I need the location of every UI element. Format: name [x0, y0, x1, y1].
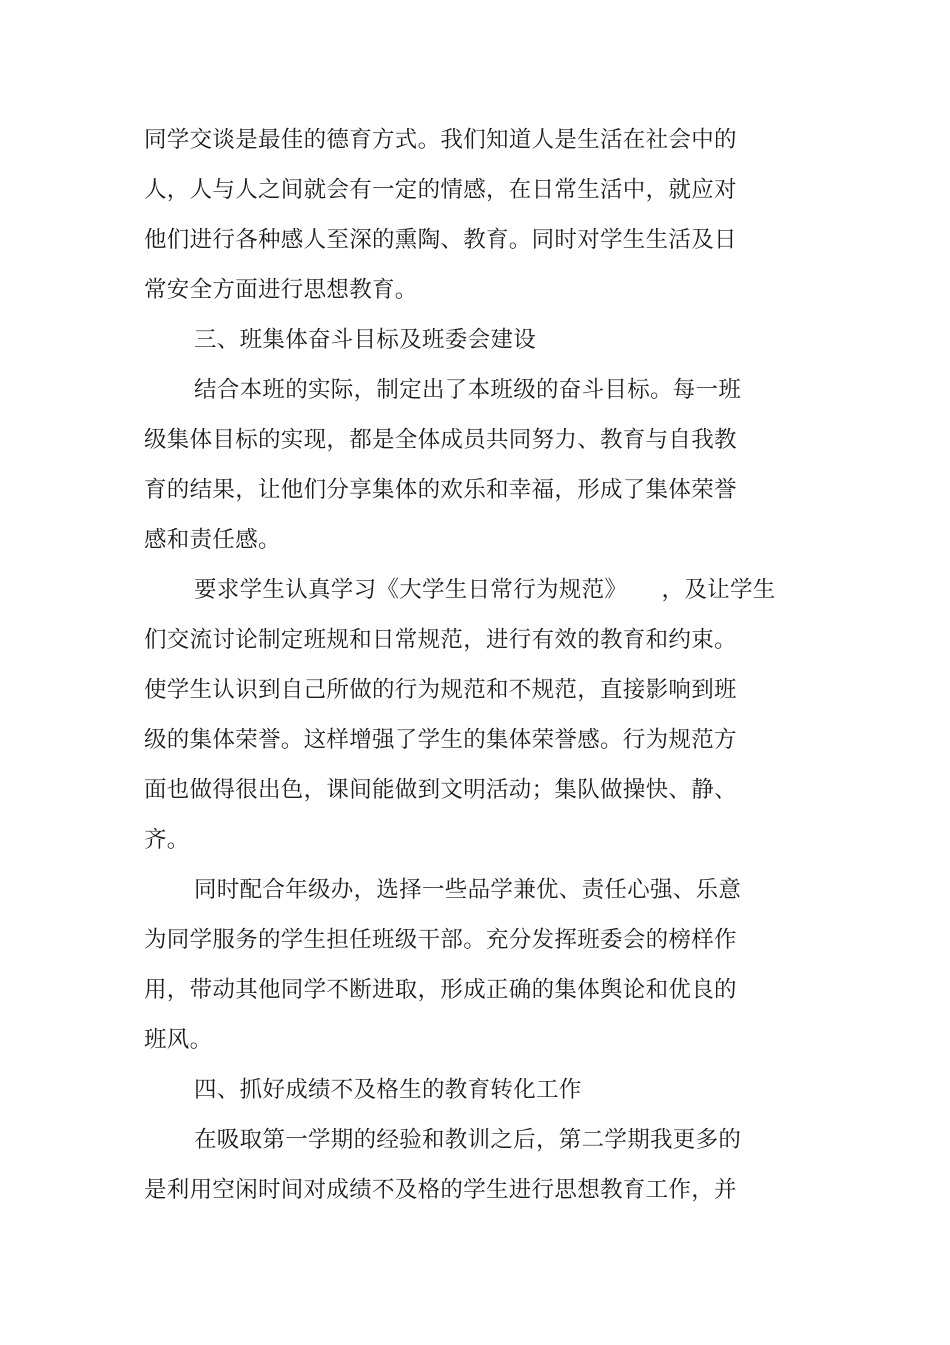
text-line: 级集体目标的实现，都是全体成员共同努力、教育与自我教	[144, 427, 737, 453]
text-line: 他们进行各种感人至深的熏陶、教育。同时对学生生活及日	[144, 227, 737, 253]
text-line: 级的集体荣誉。这样增强了学生的集体荣誉感。行为规范方	[144, 727, 737, 753]
text-line: 育的结果，让他们分享集体的欢乐和幸福，形成了集体荣誉	[144, 477, 737, 503]
section-heading: 四、抓好成绩不及格生的教育转化工作	[194, 1077, 582, 1103]
text-line: 同学交谈是最佳的德育方式。我们知道人是生活在社会中的	[144, 127, 737, 153]
text-line: 在吸取第一学期的经验和教训之后，第二学期我更多的	[194, 1127, 742, 1153]
text-line: 要求学生认真学习《大学生日常行为规范》 ，及让学生	[194, 577, 776, 603]
text-line: 面也做得很出色，课间能做到文明活动；集队做操快、静、	[144, 777, 737, 803]
text-line: 使学生认识到自己所做的行为规范和不规范，直接影响到班	[144, 677, 737, 703]
text-line: 结合本班的实际，制定出了本班级的奋斗目标。每一班	[194, 377, 742, 403]
text-line: 为同学服务的学生担任班级干部。充分发挥班委会的榜样作	[144, 927, 737, 953]
section-heading: 三、班集体奋斗目标及班委会建设	[194, 327, 537, 353]
text-line: 感和责任感。	[144, 527, 281, 553]
text-line: 常安全方面进行思想教育。	[144, 277, 418, 303]
text-line: 同时配合年级办，选择一些品学兼优、责任心强、乐意	[194, 877, 742, 903]
text-line: 用，带动其他同学不断进取，形成正确的集体舆论和优良的	[144, 977, 737, 1003]
text-line: 班风。	[144, 1027, 213, 1053]
text-line: 齐。	[144, 827, 190, 853]
text-line: 是利用空闲时间对成绩不及格的学生进行思想教育工作，并	[144, 1177, 737, 1203]
text-line: 们交流讨论制定班规和日常规范，进行有效的教育和约束。	[144, 627, 737, 653]
text-line: 人，人与人之间就会有一定的情感，在日常生活中，就应对	[144, 177, 737, 203]
